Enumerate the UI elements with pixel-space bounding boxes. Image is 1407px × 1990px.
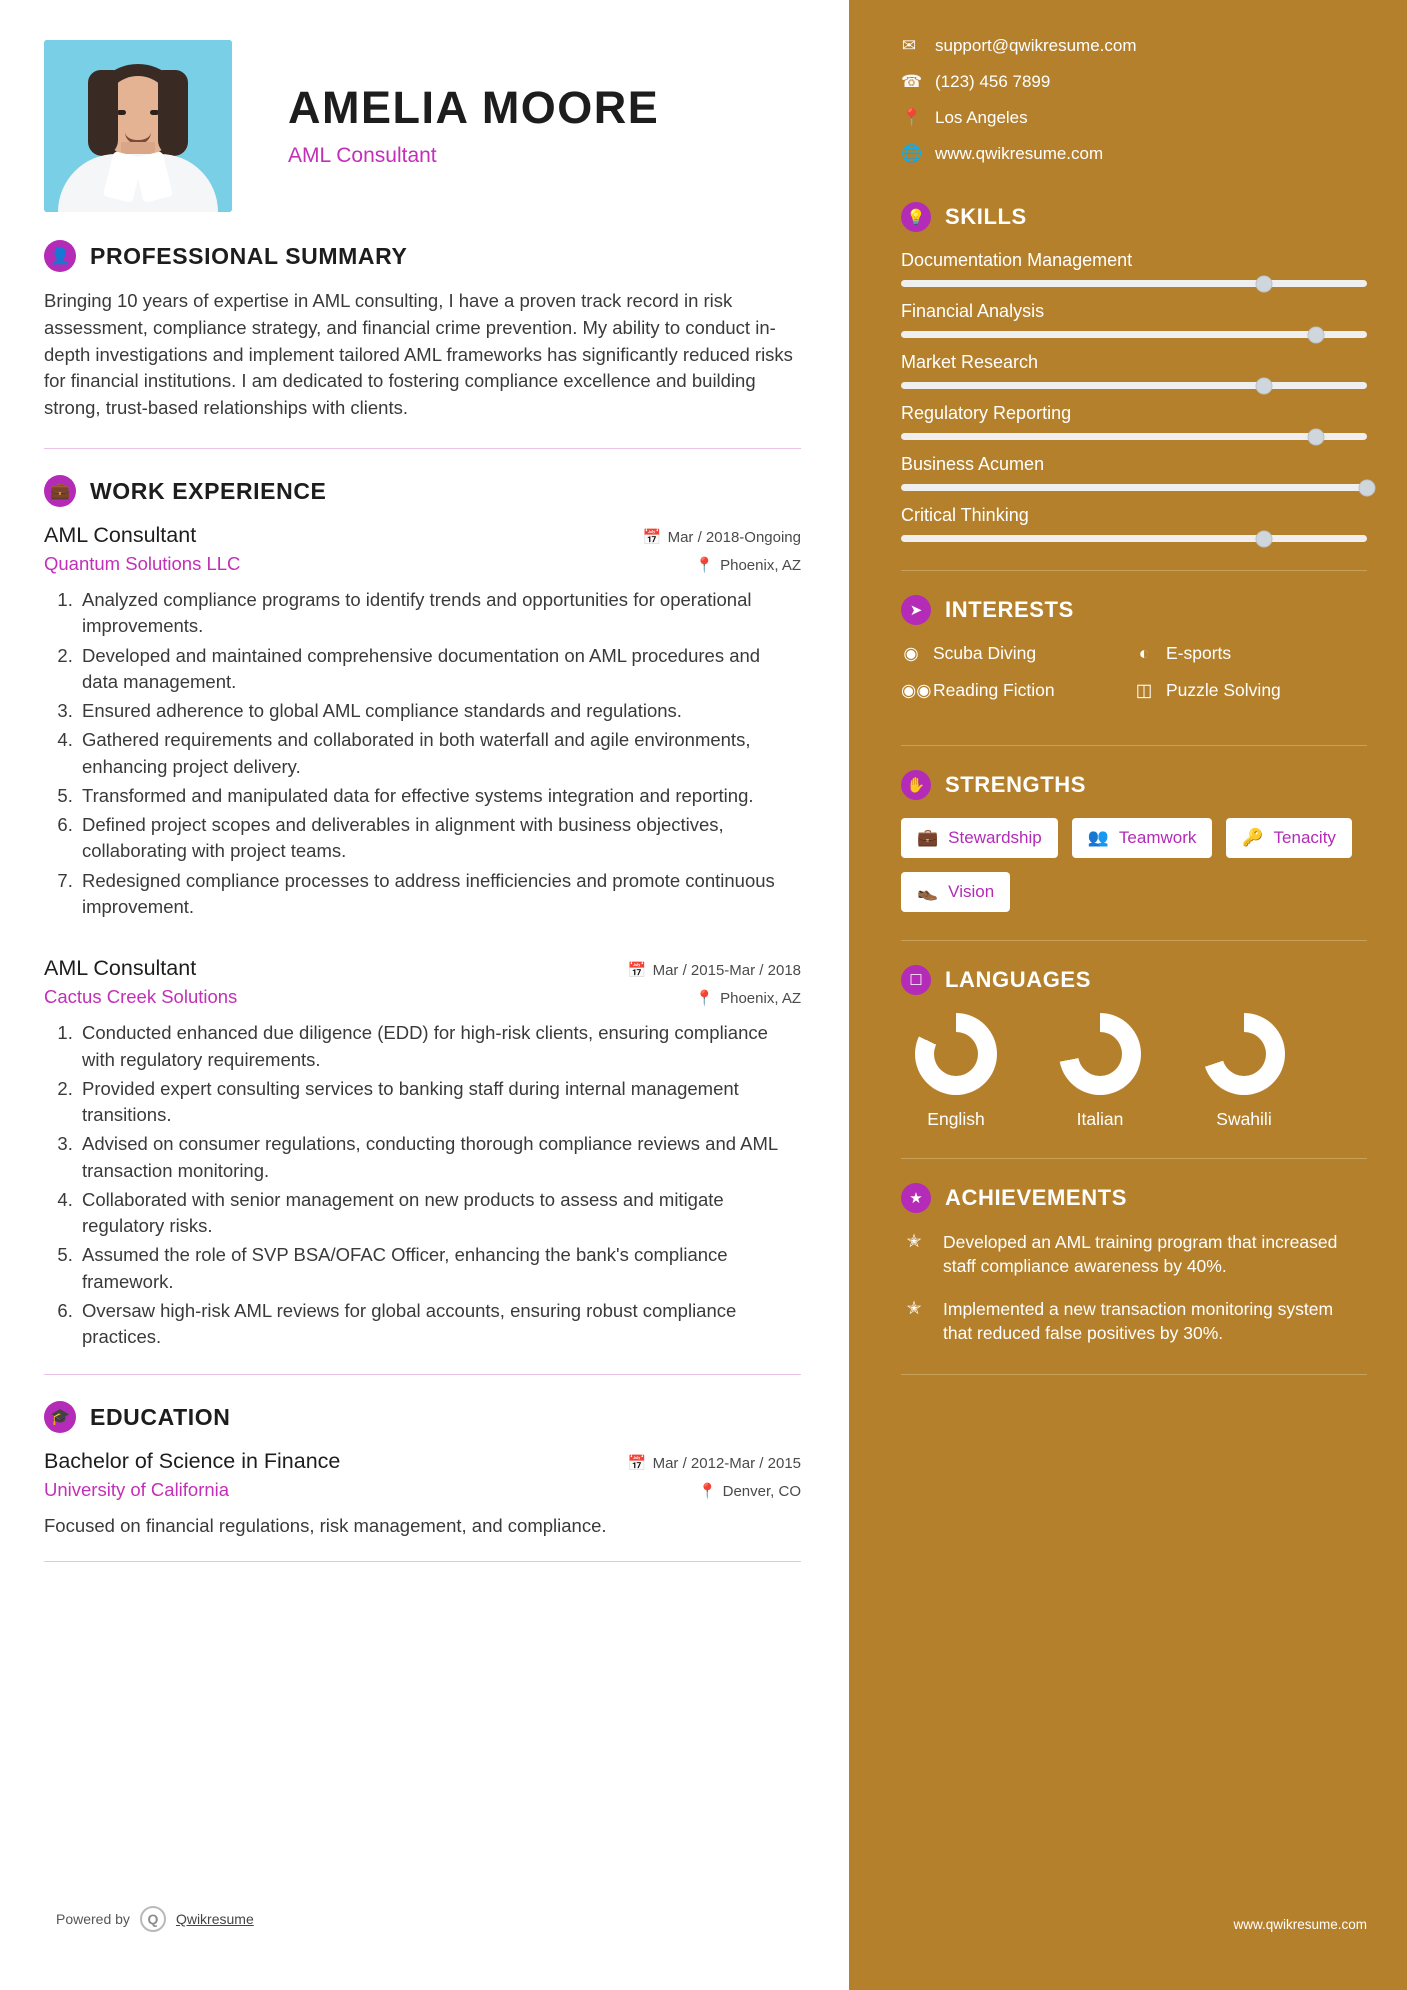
section-header-interests xyxy=(901,595,1367,625)
skill-label: Regulatory Reporting xyxy=(901,403,1072,423)
glasses-icon: ◉◉ xyxy=(901,680,932,700)
skill-slider[interactable] xyxy=(901,433,1367,440)
section-header-education xyxy=(44,1401,801,1433)
language-progress-chart xyxy=(915,1013,997,1095)
list-item: 3. Ensured adherence to global AML compliance standards and regulations. xyxy=(78,698,801,724)
language-item xyxy=(901,1013,1011,1130)
send-icon: ➤ xyxy=(901,595,931,625)
experience-item xyxy=(44,523,801,920)
lightbulb-icon: 💡 xyxy=(901,202,931,232)
divider xyxy=(901,1158,1367,1159)
list-item: 6. Defined project scopes and deliverables in alignment with business objectives, collaborating with project teams. xyxy=(78,812,801,865)
globe-icon: ◉ xyxy=(903,643,919,663)
strength-label: Teamwork xyxy=(1118,828,1197,847)
language-label: English xyxy=(927,1109,985,1129)
footer-branding xyxy=(56,1906,254,1932)
contact-email[interactable] xyxy=(901,36,1367,56)
experience-location: Phoenix, AZ xyxy=(720,557,801,575)
experience-title: AML Consultant xyxy=(44,956,197,981)
divider xyxy=(901,570,1367,571)
education-school: University of California xyxy=(44,1479,230,1501)
language-label: Swahili xyxy=(1216,1109,1272,1129)
contact-website[interactable] xyxy=(901,144,1367,164)
education-degree: Bachelor of Science in Finance xyxy=(44,1449,341,1474)
contact-phone-text: (123) 456 7899 xyxy=(935,72,1051,91)
puzzle-icon: ◫ xyxy=(1135,680,1153,700)
globe-icon: 🌐 xyxy=(901,144,923,163)
interest-item xyxy=(1134,643,1367,664)
strength-chip xyxy=(1226,818,1352,858)
fist-icon: ✋ xyxy=(901,770,931,800)
skill-item xyxy=(901,403,1367,440)
star-icon: ✭ xyxy=(906,1231,922,1251)
interest-label: Reading Fiction xyxy=(933,680,1055,700)
calendar-icon: 📅 xyxy=(642,529,662,547)
id-card-icon: ☐ xyxy=(901,965,931,995)
skill-label: Market Research xyxy=(901,352,1039,372)
binoculars-icon: 👞 xyxy=(917,882,939,901)
sidebar xyxy=(849,0,1407,1990)
education-description: Focused on financial regulations, risk management, and compliance. xyxy=(44,1515,607,1537)
avatar xyxy=(44,40,232,212)
skill-label: Documentation Management xyxy=(901,250,1133,270)
experience-bullets xyxy=(44,587,801,920)
section-header-experience xyxy=(44,475,801,507)
divider xyxy=(44,448,801,449)
skill-slider[interactable] xyxy=(901,331,1367,338)
interest-label: Puzzle Solving xyxy=(1166,680,1281,700)
job-role: AML Consultant xyxy=(288,143,437,167)
skill-item xyxy=(901,505,1367,542)
education-location: Denver, CO xyxy=(722,1483,801,1501)
strength-chip xyxy=(901,872,1010,912)
list-item: 2. Developed and maintained comprehensive documentation on AML procedures and data management. xyxy=(78,643,801,696)
contact-list xyxy=(901,36,1367,164)
sidebar-footer-site[interactable]: www.qwikresume.com xyxy=(1233,1917,1367,1932)
briefcase-icon: 💼 xyxy=(44,475,76,507)
experience-company: Cactus Creek Solutions xyxy=(44,986,238,1008)
section-header-summary xyxy=(44,240,801,272)
qwikresume-link[interactable]: Qwikresume xyxy=(175,1911,254,1927)
language-progress-chart xyxy=(1203,1013,1285,1095)
phone-icon: ☎ xyxy=(901,72,923,91)
pin-icon: 📍 xyxy=(695,557,715,575)
divider xyxy=(901,940,1367,941)
experience-item xyxy=(44,956,801,1350)
skill-item xyxy=(901,352,1367,389)
section-title: STRENGTHS xyxy=(945,772,1087,797)
header xyxy=(44,40,801,212)
pin-icon: 📍 xyxy=(901,108,923,127)
strength-chip xyxy=(1072,818,1213,858)
briefcase-icon: 💼 xyxy=(917,828,939,847)
strength-chip xyxy=(901,818,1058,858)
experience-title: AML Consultant xyxy=(44,523,197,548)
summary-text: Bringing 10 years of expertise in AML consulting, I have a proven track record in risk assessment, compliance strategy, and financial crime prevention. My ability to conduct in-depth investigations and implement tailored AML frameworks has significantly reduced risks for financial institutions. I am dedicated to fostering compliance excellence and building strong, trust-based relationships with clients. xyxy=(44,290,793,419)
achievement-text: Implemented a new transaction monitoring system that reduced false positives by 30%. xyxy=(943,1299,1334,1343)
list-item: 1. Analyzed compliance programs to identify trends and opportunities for operational improvements. xyxy=(78,587,801,640)
interests-list xyxy=(901,643,1367,717)
interest-item xyxy=(1134,680,1367,701)
list-item: 5. Transformed and manipulated data for effective systems integration and reporting. xyxy=(78,783,801,809)
users-icon: 👥 xyxy=(1087,828,1109,847)
list-item: 6. Oversaw high-risk AML reviews for global accounts, ensuring robust compliance practices. xyxy=(78,1298,801,1351)
strength-label: Tenacity xyxy=(1273,828,1336,847)
education-dates: Mar / 2012-Mar / 2015 xyxy=(652,1455,801,1473)
user-icon: 👤 xyxy=(44,240,76,272)
section-header-skills xyxy=(901,202,1367,232)
strength-label: Vision xyxy=(948,882,995,901)
skill-item xyxy=(901,454,1367,491)
section-header-strengths xyxy=(901,770,1367,800)
section-title: ACHIEVEMENTS xyxy=(945,1185,1127,1210)
gamepad-icon: ◐ xyxy=(1138,643,1150,663)
skill-label: Financial Analysis xyxy=(901,301,1045,321)
pin-icon: 📍 xyxy=(697,1483,717,1501)
interest-label: Scuba Diving xyxy=(933,643,1037,663)
skill-label: Critical Thinking xyxy=(901,505,1029,525)
list-item: 7. Redesigned compliance processes to address inefficiencies and promote continuous improvement. xyxy=(78,868,801,921)
language-item xyxy=(1189,1013,1299,1130)
powered-by-label: Powered by xyxy=(56,1911,130,1927)
skill-item xyxy=(901,250,1367,287)
list-item: 3. Advised on consumer regulations, conducting thorough compliance reviews and AML transaction monitoring. xyxy=(78,1131,801,1184)
language-progress-chart xyxy=(1059,1013,1141,1095)
list-item: 2. Provided expert consulting services to banking staff during internal management transitions. xyxy=(78,1076,801,1129)
experience-dates: Mar / 2015-Mar / 2018 xyxy=(652,962,801,980)
calendar-icon: 📅 xyxy=(627,962,647,980)
section-title: PROFESSIONAL SUMMARY xyxy=(90,242,408,269)
divider xyxy=(901,1374,1367,1375)
divider xyxy=(44,1374,801,1375)
section-title: EDUCATION xyxy=(90,1403,231,1430)
divider xyxy=(901,745,1367,746)
contact-phone[interactable] xyxy=(901,72,1367,92)
education-item xyxy=(44,1449,801,1537)
divider xyxy=(44,1561,801,1562)
skill-slider[interactable] xyxy=(901,484,1367,491)
list-item: 1. Conducted enhanced due diligence (EDD) for high-risk clients, ensuring compliance with regulatory requirements. xyxy=(78,1020,801,1073)
key-icon: 🔑 xyxy=(1242,828,1264,847)
graduation-cap-icon: 🎓 xyxy=(44,1401,76,1433)
experience-bullets xyxy=(44,1020,801,1350)
list-item: 5. Assumed the role of SVP BSA/OFAC Officer, enhancing the bank's compliance framework. xyxy=(78,1242,801,1295)
section-title: SKILLS xyxy=(945,204,1027,229)
qwikresume-logo-icon: Q xyxy=(140,1906,166,1932)
list-item: 4. Gathered requirements and collaborated in both waterfall and agile environments, enhancing project delivery. xyxy=(78,727,801,780)
star-badge-icon: ★ xyxy=(901,1183,931,1213)
interest-item xyxy=(901,643,1134,664)
achievement-item xyxy=(901,1298,1367,1345)
section-title: INTERESTS xyxy=(945,597,1074,622)
experience-company: Quantum Solutions LLC xyxy=(44,553,241,575)
section-title: LANGUAGES xyxy=(945,967,1091,992)
pin-icon: 📍 xyxy=(695,990,715,1008)
achievement-text: Developed an AML training program that increased staff compliance awareness by 40%. xyxy=(943,1232,1338,1276)
skill-label: Business Acumen xyxy=(901,454,1045,474)
skill-slider[interactable] xyxy=(901,280,1367,287)
section-header-languages xyxy=(901,965,1367,995)
contact-location-text: Los Angeles xyxy=(935,108,1028,127)
strengths-list xyxy=(901,818,1367,912)
mail-icon: ✉ xyxy=(901,36,917,55)
star-icon: ✭ xyxy=(906,1298,922,1319)
skill-slider[interactable] xyxy=(901,535,1367,542)
contact-email-text: support@qwikresume.com xyxy=(935,36,1137,55)
calendar-icon: 📅 xyxy=(627,1455,647,1473)
languages-list xyxy=(901,1013,1367,1130)
interest-item xyxy=(901,680,1134,701)
experience-dates: Mar / 2018-Ongoing xyxy=(667,529,801,547)
list-item: 4. Collaborated with senior management on new products to assess and mitigate regulatory risks. xyxy=(78,1187,801,1240)
section-title: WORK EXPERIENCE xyxy=(90,477,327,504)
interest-label: E-sports xyxy=(1166,643,1232,663)
achievement-item xyxy=(901,1231,1367,1278)
language-label: Italian xyxy=(1076,1109,1124,1129)
skill-item xyxy=(901,301,1367,338)
language-item xyxy=(1045,1013,1155,1130)
experience-location: Phoenix, AZ xyxy=(720,990,801,1008)
section-header-achievements xyxy=(901,1183,1367,1213)
contact-website-text: www.qwikresume.com xyxy=(935,144,1104,163)
skill-slider[interactable] xyxy=(901,382,1367,389)
contact-location xyxy=(901,108,1367,128)
page-title: AMELIA MOORE xyxy=(288,82,660,134)
strength-label: Stewardship xyxy=(948,828,1042,847)
